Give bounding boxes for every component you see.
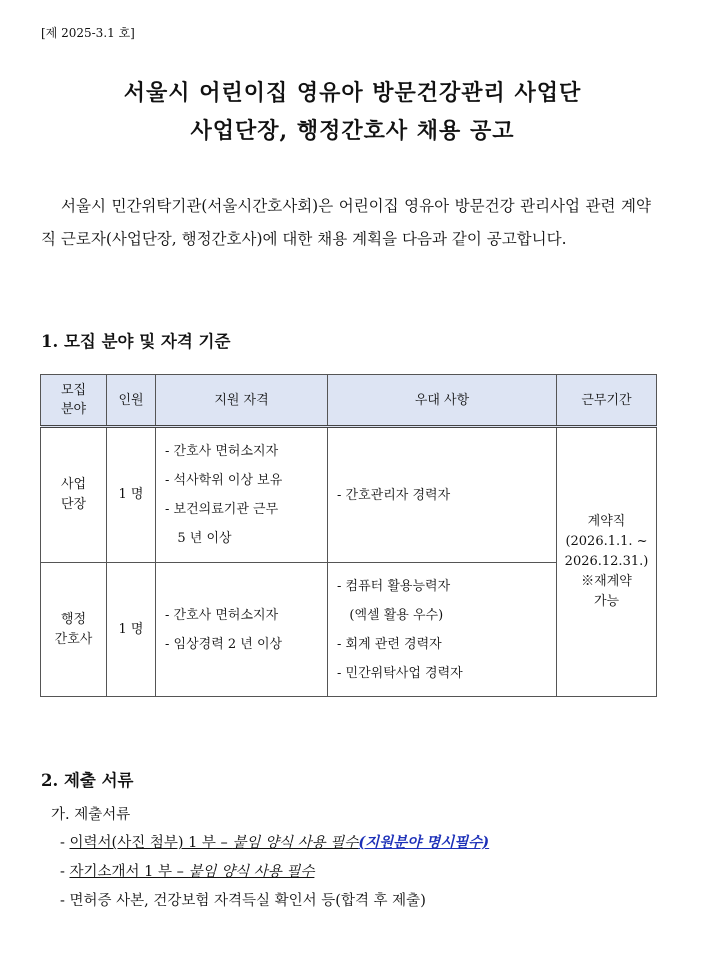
period-line2: (2026.1.1. ~ — [565, 534, 648, 549]
header-count: 인원 — [107, 375, 156, 427]
list-item: - 보건의료기관 근무 — [165, 502, 279, 517]
field-cell — [41, 563, 107, 697]
item-doc: 이력서(사진 첨부) 1 부 — [69, 835, 216, 851]
qualification-list — [157, 437, 326, 553]
period-line1: 계약직 — [587, 514, 626, 529]
header-field-line2: 분야 — [60, 402, 87, 417]
page-title-line2: 사업단장, 행정간호사 채용 공고 — [190, 118, 515, 144]
list-item: - 간호사 면허소지자 — [165, 607, 279, 623]
item-prefix: - — [60, 835, 70, 851]
header-qualification: 지원 자격 — [156, 375, 328, 427]
list-item — [60, 828, 489, 858]
section2-subheading: 가. 제출서류 — [51, 807, 131, 823]
field-line1: 행정 — [60, 611, 87, 627]
list-item: - 석사학위 이상 보유 — [165, 473, 283, 488]
section1-heading: 1. 모집 분야 및 자격 기준 — [41, 332, 231, 351]
header-field-line1: 모집 — [60, 383, 87, 398]
recruitment-table — [40, 374, 657, 697]
item-sep: – — [172, 864, 189, 880]
field-line2: 간호사 — [54, 631, 93, 647]
count-cell: 1 명 — [107, 427, 156, 563]
page-title-line1: 서울시 어린이집 영유아 방문건강관리 사업단 — [123, 80, 582, 106]
item-doc: 자기소개서 1 부 — [69, 864, 173, 880]
list-item — [60, 858, 489, 887]
item-sep: – — [215, 835, 233, 851]
table-header-row — [41, 375, 657, 427]
document-list — [60, 828, 489, 916]
list-item: (엑셀 활용 우수) — [337, 607, 444, 623]
count-cell: 1 명 — [107, 563, 156, 697]
item-note: 붙임 양식 사용 필수 — [188, 864, 315, 880]
period-line5: 가능 — [593, 594, 620, 609]
header-field — [41, 375, 107, 427]
field-line1: 사업 — [60, 477, 87, 492]
field-line2: 단장 — [60, 497, 87, 512]
header-period: 근무기간 — [557, 375, 657, 427]
item-note: 붙임 양식 사용 필수 — [232, 835, 359, 851]
intro-text: 서울시 민간위탁기관(서울시간호사회)은 어린이집 영유아 방문건강 관리사업 관련 계약직 근로자(사업단장, 행정간호사)에 대한 채용 계획을 다음과 같이 공고합니다. — [41, 197, 651, 248]
list-item: - 회계 관련 경력자 — [337, 636, 442, 652]
list-item: 5 년 이상 — [165, 531, 232, 546]
qualification-cell — [156, 563, 328, 697]
header-preference: 우대 사항 — [328, 375, 557, 427]
section2-heading: 2. 제출 서류 — [41, 771, 134, 790]
item-highlight: (지원분야 명시필수) — [358, 834, 490, 851]
period-cell — [557, 427, 657, 697]
list-item: - 임상경력 2 년 이상 — [165, 636, 283, 652]
list-item: - 컴퓨터 활용능력자 — [337, 578, 451, 594]
list-item: - 민간위탁사업 경력자 — [337, 665, 463, 681]
list-item: - 간호사 면허소지자 — [165, 444, 279, 459]
qualification-cell — [156, 427, 328, 563]
preference-cell — [328, 427, 557, 563]
period-line3: 2026.12.31.) — [564, 554, 649, 569]
preference-cell — [328, 563, 557, 697]
list-item: - 간호관리자 경력자 — [337, 487, 451, 503]
document-number: [제 2025-3.1 호] — [41, 26, 135, 40]
intro-paragraph — [41, 190, 651, 256]
qualification-list — [157, 601, 326, 659]
table-row — [41, 427, 657, 563]
item-prefix: - — [60, 864, 70, 880]
preference-list — [329, 572, 555, 688]
field-cell — [41, 427, 107, 563]
list-item: - 면허증 사본, 건강보험 자격득실 확인서 등(합격 후 제출) — [60, 893, 426, 909]
period-line4: ※재계약 — [581, 574, 632, 589]
preference-list — [329, 481, 555, 510]
